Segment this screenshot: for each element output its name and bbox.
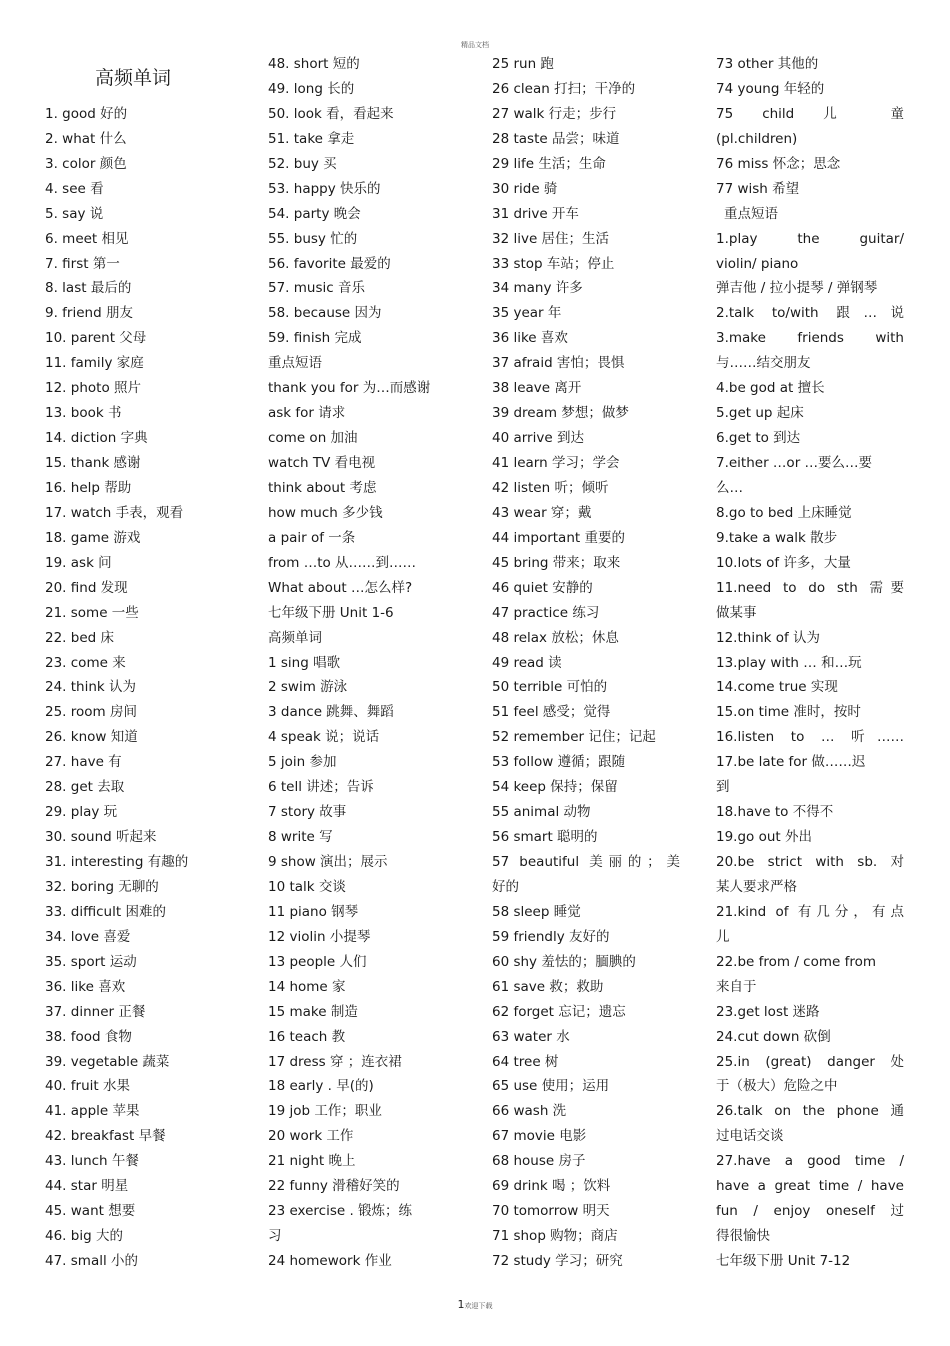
vocab-line: 于（极大）危险之中 — [716, 1078, 838, 1095]
vocab-line: 13.play with … 和…玩 — [716, 654, 862, 671]
vocab-line: 73 other 其他的 — [716, 56, 819, 72]
vocab-line: 11. family 家庭 — [45, 355, 144, 372]
vocab-line: 14. diction 字典 — [45, 430, 148, 447]
vocab-line: 么… — [716, 479, 743, 496]
column-1 — [45, 52, 233, 1274]
column-3 — [492, 52, 680, 1274]
vocab-line: 43. lunch 午餐 — [45, 1153, 139, 1170]
vocab-line: (pl.children) — [716, 130, 798, 147]
vocab-line: 24.cut down 砍倒 — [716, 1028, 831, 1045]
page-footer — [0, 1298, 950, 1311]
vocab-line: 74 young 年轻的 — [716, 80, 825, 97]
page-number: 1 — [457, 1298, 465, 1311]
vocab-line: 53. happy 快乐的 — [268, 180, 381, 197]
vocab-line: 48 relax 放松；休息 — [492, 629, 619, 646]
vocab-line: 35 year 年 — [492, 305, 562, 322]
vocab-line: 3.make friends with — [716, 330, 904, 347]
vocab-line: 67 movie 电影 — [492, 1128, 587, 1145]
vocab-line: 37 afraid 害怕；畏惧 — [492, 355, 625, 372]
vocab-line: 58. because 因为 — [268, 305, 382, 322]
vocab-line: 4 speak 说；说话 — [268, 729, 380, 746]
vocab-line: 8 write 写 — [268, 829, 333, 846]
vocab-line: a pair of 一条 — [268, 529, 356, 546]
vocab-line: 12.think of 认为 — [716, 629, 821, 646]
vocab-line: from …to 从……到…… — [268, 554, 417, 571]
vocab-line: 某人要求严格 — [716, 878, 797, 895]
vocab-line: 43 wear 穿；戴 — [492, 504, 592, 521]
vocab-line: 44. star 明星 — [45, 1178, 129, 1195]
vocab-line: 31. interesting 有趣的 — [45, 854, 189, 871]
vocab-line: 1.play the guitar/ — [716, 230, 904, 247]
vocab-line: 31 drive 开车 — [492, 205, 579, 222]
vocab-line: 七年级下册 Unit 7-12 — [716, 1253, 851, 1269]
vocab-line: thank you for 为…而感谢 — [268, 380, 431, 397]
vocab-line: 27. have 有 — [45, 754, 122, 771]
vocab-line: 3. color 颜色 — [45, 155, 127, 172]
vocab-line: 36. like 喜欢 — [45, 978, 126, 995]
vocab-line: 55. busy 忙的 — [268, 230, 358, 247]
vocab-line: 10 talk 交谈 — [268, 878, 346, 895]
vocab-line: 75 child 儿 童 — [716, 105, 904, 122]
vocab-line: 7. first 第一 — [45, 255, 120, 272]
vocab-line: 51 feel 感受；觉得 — [492, 704, 611, 721]
vocab-line: 40 arrive 到达 — [492, 430, 584, 447]
vocab-line: 6.get to 到达 — [716, 430, 801, 447]
vocab-line: how much 多少钱 — [268, 504, 383, 521]
vocab-line: 32 live 居住；生活 — [492, 230, 610, 247]
vocab-line: 来自于 — [716, 978, 757, 995]
vocab-line: 49 read 读 — [492, 654, 562, 671]
vocab-line: 11 piano 钢琴 — [268, 903, 359, 920]
vocab-line: 28 taste 品尝；味道 — [492, 130, 620, 147]
vocab-line: 63 water 水 — [492, 1028, 570, 1045]
vocab-line: 4.be god at 擅长 — [716, 380, 825, 397]
vocab-line: 52 remember 记住；记起 — [492, 729, 656, 746]
vocab-line: 1. good 好的 — [45, 105, 128, 122]
vocab-line: 6. meet 相见 — [45, 230, 129, 247]
vocab-line: 5 join 参加 — [268, 754, 337, 771]
vocab-line: 53 follow 遵循；跟随 — [492, 754, 626, 771]
vocab-line: 50 terrible 可怕的 — [492, 679, 608, 696]
vocab-line: 2 swim 游泳 — [268, 679, 348, 696]
vocab-line: 16.listen to … 听…… — [716, 729, 904, 746]
vocab-line: 好的 — [492, 878, 519, 895]
vocab-line: 6 tell 讲述；告诉 — [268, 779, 374, 796]
vocab-line: 11.need to do sth 需要 — [716, 579, 904, 596]
vocab-line: 4. see 看 — [45, 180, 104, 197]
vocab-line: fun / enjoy oneself 过 — [716, 1203, 904, 1220]
vocab-line: 12. photo 照片 — [45, 380, 141, 397]
vocab-line: 27.have a good time / — [716, 1153, 904, 1170]
vocab-line: 5. say 说 — [45, 205, 104, 222]
vocab-line: 60 shy 羞怯的；腼腆的 — [492, 953, 636, 970]
vocab-line: 55 animal 动物 — [492, 804, 591, 821]
vocab-line: 7 story 故事 — [268, 804, 347, 821]
column-2 — [268, 52, 456, 1274]
vocab-line: 17 dress 穿 ；连衣裙 — [268, 1053, 402, 1070]
vocab-line: 47. small 小的 — [45, 1253, 139, 1270]
vocab-line: come on 加油 — [268, 430, 358, 447]
vocab-line: 30 ride 骑 — [492, 180, 558, 197]
section-heading: 七年级下册 Unit 1-6 — [268, 604, 394, 621]
vocab-line: 19 job 工作；职业 — [268, 1103, 382, 1120]
vocab-line: 9.take a walk 散步 — [716, 529, 838, 546]
vocab-line: 69 drink 喝 ；饮料 — [492, 1178, 611, 1195]
vocab-line: 13 people 人们 — [268, 953, 367, 970]
vocab-line: 46. big 大的 — [45, 1228, 123, 1245]
vocab-line: 14.come true 实现 — [716, 679, 838, 696]
vocab-line: 23 exercise . 锻炼；练 — [268, 1203, 413, 1220]
vocab-line: 46 quiet 安静的 — [492, 579, 593, 596]
vocab-line: 26.talk on the phone 通 — [716, 1103, 904, 1120]
vocab-line: 25 run 跑 — [492, 56, 554, 72]
vocab-line: 76 miss 怀念；思念 — [716, 155, 841, 172]
vocab-line: 20 work 工作 — [268, 1128, 354, 1145]
vocab-line: 弹吉他 / 拉小提琴 / 弹钢琴 — [716, 280, 878, 297]
vocab-line: 42 listen 听；倾听 — [492, 479, 609, 496]
vocab-line: 45. want 想要 — [45, 1203, 136, 1220]
vocab-line: 做某事 — [716, 604, 757, 621]
vocab-line: 3 dance 跳舞、舞蹈 — [268, 704, 394, 721]
vocab-line: 26 clean 打扫；干净的 — [492, 80, 636, 97]
vocab-line: 54 keep 保持；保留 — [492, 779, 618, 796]
vocab-line: 22. bed 床 — [45, 629, 114, 646]
vocab-line: 20.be strict with sb. 对 — [716, 854, 904, 870]
vocab-line: 39. vegetable 蔬菜 — [45, 1053, 170, 1070]
vocab-line: 59 friendly 友好的 — [492, 928, 610, 945]
vocab-line: 58 sleep 睡觉 — [492, 903, 581, 920]
vocab-line: 17.be late for 做……迟 — [716, 754, 866, 771]
vocab-line: 22 funny 滑稽好笑的 — [268, 1178, 400, 1195]
vocab-line: 64 tree 树 — [492, 1053, 559, 1070]
vocab-line: 77 wish 希望 — [716, 180, 800, 197]
vocab-line: 23.get lost 迷路 — [716, 1003, 820, 1020]
vocab-line: 15.on time 准时，按时 — [716, 704, 861, 721]
vocab-line: 27 walk 行走；步行 — [492, 105, 617, 122]
vocab-line: 52. buy 买 — [268, 155, 337, 172]
vocab-line: ask for 请求 — [268, 405, 346, 422]
vocab-line: 5.get up 起床 — [716, 405, 804, 422]
vocab-line: 54. party 晚会 — [268, 205, 361, 222]
vocab-line: 7.either …or …要么…要 — [716, 455, 873, 471]
vocab-line: 26. know 知道 — [45, 729, 138, 746]
vocab-line: 10. parent 父母 — [45, 330, 147, 347]
vocab-line: 51. take 拿走 — [268, 130, 355, 147]
vocab-line: 72 study 学习；研究 — [492, 1253, 623, 1269]
vocab-line: 41. apple 苹果 — [45, 1103, 140, 1120]
vocab-line: 儿 — [716, 928, 730, 945]
vocab-line: 1 sing 唱歌 — [268, 654, 341, 671]
vocab-line: 45 bring 带来；取来 — [492, 554, 621, 571]
vocab-line: 61 save 救；救助 — [492, 978, 604, 995]
vocab-line: 8.go to bed 上床睡觉 — [716, 504, 852, 521]
vocab-line: 40. fruit 水果 — [45, 1078, 130, 1095]
vocab-line: 56 smart 聪明的 — [492, 829, 598, 846]
vocab-line: 2. what 什么 — [45, 130, 127, 147]
section-heading: 重点短语 — [268, 355, 322, 372]
vocab-line: 38 leave 离开 — [492, 380, 582, 397]
vocab-line: 39 dream 梦想；做梦 — [492, 405, 629, 422]
vocab-line: 19.go out 外出 — [716, 829, 812, 846]
vocab-line: 14 home 家 — [268, 978, 346, 995]
vocab-line: 15. thank 感谢 — [45, 455, 141, 472]
vocab-line: 过电话交谈 — [716, 1128, 784, 1145]
vocab-line: What about …怎么样? — [268, 579, 413, 596]
vocab-line: 71 shop 购物；商店 — [492, 1228, 618, 1245]
vocab-line: 习 — [268, 1228, 282, 1245]
vocab-line: 29 life 生活；生命 — [492, 155, 606, 172]
vocab-line: 35. sport 运动 — [45, 953, 137, 970]
vocab-line: 36 like 喜欢 — [492, 330, 568, 347]
vocab-line: 44 important 重要的 — [492, 529, 625, 546]
vocab-line: 66 wash 洗 — [492, 1103, 567, 1120]
vocab-line: 16. help 帮助 — [45, 479, 132, 496]
vocab-line: 10.lots of 许多，大量 — [716, 554, 851, 571]
vocab-line: 70 tomorrow 明天 — [492, 1203, 610, 1220]
vocab-line: 重点短语 — [724, 205, 778, 222]
vocab-line: 23. come 来 — [45, 654, 126, 671]
vocab-line: 与……结交朋友 — [716, 355, 811, 372]
vocab-line: 15 make 制造 — [268, 1003, 358, 1020]
vocab-line: 22.be from / come from — [716, 953, 877, 970]
vocab-line: 49. long 长的 — [268, 80, 355, 97]
vocab-line: 34 many 许多 — [492, 280, 583, 297]
vocab-line: 17. watch 手表，观看 — [45, 504, 184, 521]
vocab-line: 56. favorite 最爱的 — [268, 255, 391, 272]
vocab-line: 25.in (great) danger 处 — [716, 1053, 904, 1070]
vocab-line: 2.talk to/with 跟…说 — [716, 305, 904, 322]
vocab-line: 18.have to 不得不 — [716, 804, 834, 821]
vocab-line: 33. difficult 困难的 — [45, 903, 166, 920]
vocab-line: 29. play 玩 — [45, 804, 118, 821]
vocab-line: watch TV 看电视 — [268, 455, 376, 471]
vocab-line: 19. ask 问 — [45, 554, 112, 571]
vocab-line: 28. get 去取 — [45, 779, 125, 796]
vocab-line: 34. love 喜爱 — [45, 928, 131, 945]
vocab-line: 到 — [716, 779, 730, 796]
vocab-line: 47 practice 练习 — [492, 604, 600, 621]
vocab-line: 21. some 一些 — [45, 604, 139, 621]
vocab-line: 18. game 游戏 — [45, 529, 141, 546]
vocab-line: 9 show 演出；展示 — [268, 854, 388, 870]
vocab-line: 20. find 发现 — [45, 579, 128, 596]
vocab-line: 25. room 房间 — [45, 704, 137, 721]
vocab-line: 33 stop 车站；停止 — [492, 255, 615, 272]
vocab-line: 68 house 房子 — [492, 1153, 586, 1170]
vocab-line: 32. boring 无聊的 — [45, 878, 159, 895]
vocab-line: 21 night 晚上 — [268, 1153, 356, 1170]
vocab-line: 得很愉快 — [716, 1228, 770, 1245]
vocab-line: 42. breakfast 早餐 — [45, 1128, 166, 1145]
vocab-line: 57. music 音乐 — [268, 280, 365, 297]
vocab-line: 9. friend 朋友 — [45, 305, 133, 322]
vocab-line: 48. short 短的 — [268, 56, 360, 72]
vocab-line: 13. book 书 — [45, 405, 122, 422]
vocab-line: 12 violin 小提琴 — [268, 928, 371, 945]
vocab-line: 41 learn 学习；学会 — [492, 455, 620, 471]
vocab-line: think about 考虑 — [268, 479, 377, 496]
header-watermark: 精品文档 — [461, 41, 489, 49]
vocab-line: 8. last 最后的 — [45, 280, 132, 297]
vocab-line: 30. sound 听起来 — [45, 829, 157, 846]
vocab-line: 37. dinner 正餐 — [45, 1003, 146, 1020]
vocab-line: 62 forget 忘记；遗忘 — [492, 1003, 626, 1020]
vocab-line: 18 early . 早(的) — [268, 1078, 374, 1095]
section-heading: 高频单词 — [268, 629, 322, 646]
vocab-line: 50. look 看，看起来 — [268, 105, 394, 122]
vocab-line: violin/ piano — [716, 255, 799, 272]
vocab-line: have a great time / have — [716, 1178, 904, 1195]
vocab-line: 24 homework 作业 — [268, 1253, 392, 1269]
page-title: 高频单词 — [95, 67, 172, 89]
vocab-line: 59. finish 完成 — [268, 330, 362, 347]
vocab-line: 16 teach 教 — [268, 1028, 346, 1045]
vocab-line: 57 beautiful 美丽的；美 — [492, 854, 680, 870]
vocab-line: 38. food 食物 — [45, 1028, 132, 1045]
vocab-line: 24. think 认为 — [45, 679, 137, 696]
vocab-line: 21.kind of 有几分，有点 — [716, 903, 904, 920]
footer-note: 欢迎下载 — [464, 1302, 493, 1310]
vocab-line: 65 use 使用；运用 — [492, 1078, 610, 1095]
column-4 — [716, 52, 904, 1274]
